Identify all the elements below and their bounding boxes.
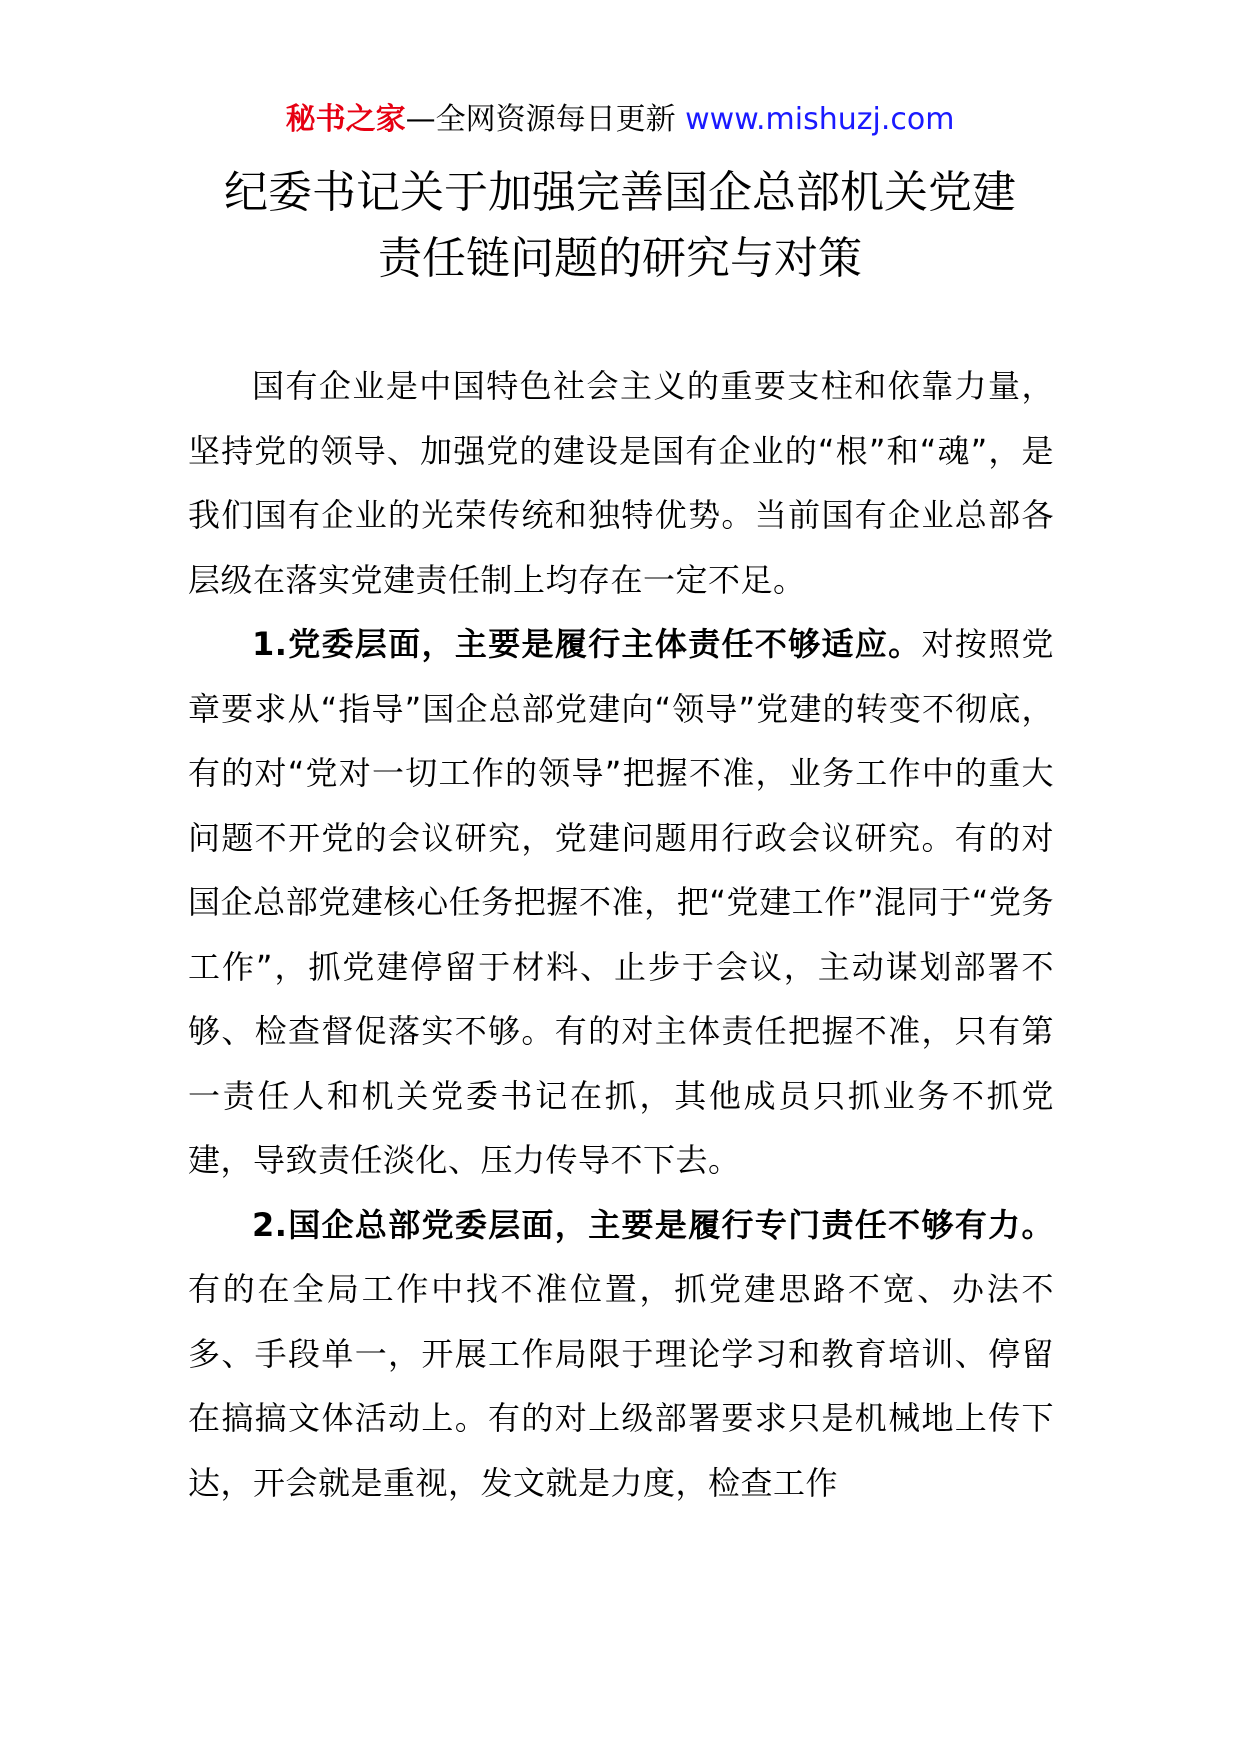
title-line-1: 纪委书记关于加强完善国企总部机关党建 — [224, 167, 1016, 218]
brand-name: 秘书之家 — [285, 102, 406, 137]
source-header — [0, 100, 1240, 140]
section-2-paragraph — [188, 1193, 1054, 1516]
site-url-link[interactable]: www.mishuzj.com — [685, 102, 955, 137]
document-title — [180, 160, 1060, 292]
intro-paragraph: 国有企业是中国特色社会主义的重要支柱和依靠力量，坚持党的领导、加强党的建设是国有企业的“根”和“魂”，是我们国有企业的光荣传统和独特优势。当前国有企业总部各层级在落实党建责任制上均存在一定不足。 — [188, 367, 1054, 599]
section-2-body: 有的在全局工作中找不准位置，抓党建思路不宽、办法不多、手段单一，开展工作局限于理论学习和教育培训、停留在搞搞文体活动上。有的对上级部署要求只是机械地上传下达，开会就是重视，发文就是力度，检查工作 — [188, 1270, 1054, 1502]
document-body — [188, 354, 1054, 1515]
section-1-body: 对按照党章要求从“指导”国企总部党建向“领导”党建的转变不彻底，有的对“党对一切工作的领导”把握不准，业务工作中的重大问题不开党的会议研究，党建问题用行政会议研究。有的对国企总部党建核心任务把握不准，把“党建工作”混同于“党务工作”，抓党建停留于材料、止步于会议，主动谋划部署不够、检查督促落实不够。有的对主体责任把握不准，只有第一责任人和机关党委书记在抓，其他成员只抓业务不抓党建，导致责任淡化、压力传导不下去。 — [188, 625, 1054, 1179]
section-1-heading: 1.党委层面，主要是履行主体责任不够适应。 — [252, 625, 922, 663]
section-2-heading: 2.国企总部党委层面，主要是履行专门责任不够有力。 — [252, 1205, 1054, 1244]
section-1-paragraph — [188, 612, 1054, 1193]
title-line-2: 责任链问题的研究与对策 — [378, 233, 862, 284]
header-slogan: —全网资源每日更新 — [405, 102, 686, 137]
